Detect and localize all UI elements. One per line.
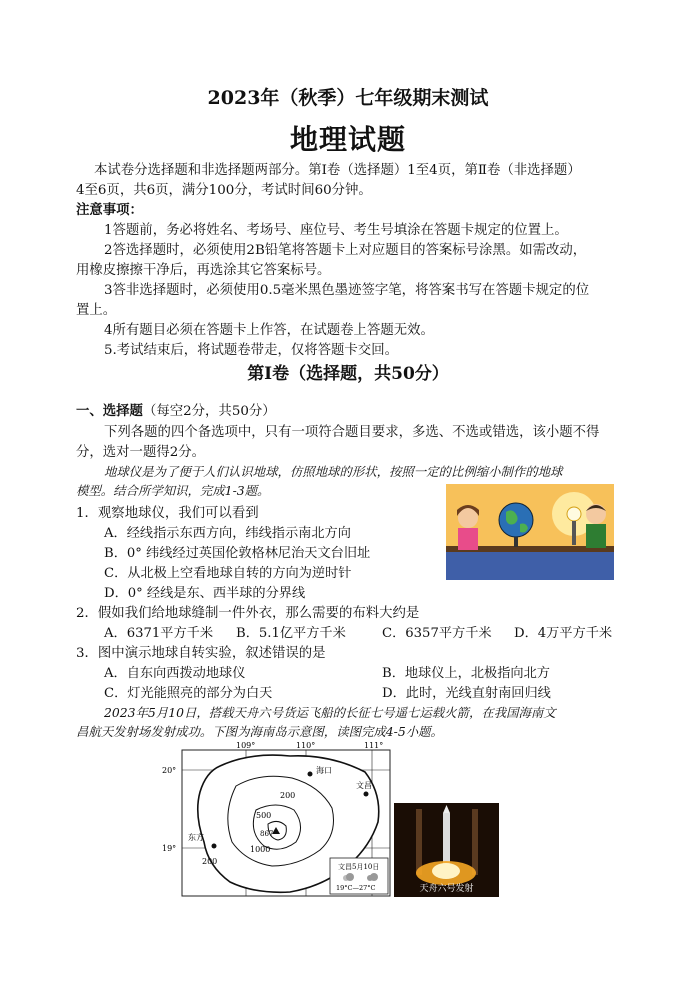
note-4: 4所有题目必须在答题卡上作答，在试题卷上答题无效。 <box>104 323 434 338</box>
subject-title: 地理试题 <box>289 123 406 156</box>
note-3a: 3答非选择题时，必须使用0.5毫米黑色墨迹签字笔，将答案书写在答题卡规定的位 <box>104 283 590 298</box>
contour-200-southwest-label: 200 <box>202 857 218 866</box>
note-2b: 用橡皮擦擦干净后，再选涂其它答案标号。 <box>76 263 331 278</box>
instruction-a: 下列各题的四个备选项中，只有一项符合题目要求，多选、不选或错选，该小题不得 <box>104 425 600 440</box>
note-1: 1答题前，务必将姓名、考场号、座位号、考生号填涂在答题卡规定的位置上。 <box>104 223 568 238</box>
instruction-b: 分，选对一题得2分。 <box>76 445 206 460</box>
material-2-b: 昌航天发射场发射成功。下图为海南岛示意图，读图完成4-5小题。 <box>76 724 443 739</box>
globe-demo-illustration <box>446 484 614 580</box>
lon-109-label: 109° <box>236 742 256 750</box>
material-1-a: 地球仪是为了便于人们认识地球，仿照地球的形状，按照一定的比例缩小制作的地球 <box>104 464 563 479</box>
contour-500-label: 500 <box>256 811 272 820</box>
intro-line-2: 4至6页，共6页，满分100分，考试时间60分钟。 <box>76 183 372 198</box>
q2-option-d: D．4万平方千米 <box>514 626 613 641</box>
note-2a: 2答选择题时，必须使用2B铅笔将答题卡上对应题目的答案标号涂黑。如需改动， <box>104 243 587 258</box>
weather-date-label: 文昌5月10日 <box>338 863 380 871</box>
q3-option-b: B．地球仪上，北极指向北方 <box>382 666 550 681</box>
q2-stem: 2．假如我们给地球缝制一件外衣，那么需要的布料大约是 <box>76 606 420 621</box>
q1-stem: 1．观察地球仪，我们可以看到 <box>76 506 259 521</box>
q1-option-b: B．0° 纬线经过英国伦敦格林尼治天文台旧址 <box>104 546 371 561</box>
exam-title: 2023年（秋季）七年级期末测试 <box>207 87 489 109</box>
part-heading-row <box>76 400 276 419</box>
contour-1000-label: 1000 <box>250 845 271 854</box>
q3-option-c: C．灯光能照亮的部分为白天 <box>104 686 273 701</box>
q1-option-a: A．经线指示东西方向，纬线指示南北方向 <box>104 526 351 541</box>
weather-temp-label: 19°C—27°C <box>336 884 376 892</box>
q1-option-c: C．从北极上空看地球自转的方向为逆时针 <box>104 566 352 581</box>
q3-stem: 3．图中演示地球自转实验，叙述错误的是 <box>76 646 326 661</box>
hainan-island-map <box>160 742 396 902</box>
q2-option-c: C．6357平方千米 <box>382 626 492 641</box>
launch-photo <box>394 803 499 897</box>
city-dot-icon <box>308 772 313 777</box>
city-dot-icon <box>212 844 217 849</box>
intro-line-1: 本试卷分选择题和非选择题两部分。第Ⅰ卷（选择题）1至4页，第Ⅱ卷（非选择题） <box>94 163 581 178</box>
material-1-b: 模型。结合所学知识，完成1-3题。 <box>76 483 270 498</box>
q1-option-d: D．0° 经线是东、西半球的分界线 <box>104 586 306 601</box>
section-1-title: 第Ⅰ卷（选择题，共50分） <box>247 364 449 384</box>
city-haikou-label: 海口 <box>316 766 332 775</box>
photo-caption: 天舟六号发射 <box>419 884 474 894</box>
q3-option-a: A．自东向西拨动地球仪 <box>104 666 246 681</box>
contour-200-north-label: 200 <box>280 791 296 800</box>
q2-option-b: B．5.1亿平方千米 <box>236 626 346 641</box>
city-dot-icon <box>364 792 369 797</box>
material-2-a: 2023年5月10日，搭载天舟六号货运飞船的长征七号遥七运载火箭，在我国海南文 <box>104 705 556 720</box>
city-wenchang-label: 文昌 <box>356 781 372 790</box>
part-note: （每空2分，共50分） <box>142 404 276 419</box>
note-3b: 置上。 <box>76 303 117 318</box>
lon-111-label: 111° <box>364 742 384 750</box>
note-5: 5.考试结束后，将试题卷带走，仅将答题卡交回。 <box>104 343 398 358</box>
lat-19-label: 19° <box>162 844 177 853</box>
peak-elevation-label: 867 <box>260 830 274 838</box>
lon-110-label: 110° <box>296 742 316 750</box>
city-dongfang-label: 东方 <box>188 833 204 842</box>
q2-option-a: A．6371平方千米 <box>104 626 214 641</box>
lat-20-label: 20° <box>162 766 177 775</box>
notes-heading: 注意事项： <box>76 202 143 218</box>
part-heading: 一、选择题 <box>76 403 143 419</box>
q3-option-d: D．此时，光线直射南回归线 <box>382 686 551 701</box>
